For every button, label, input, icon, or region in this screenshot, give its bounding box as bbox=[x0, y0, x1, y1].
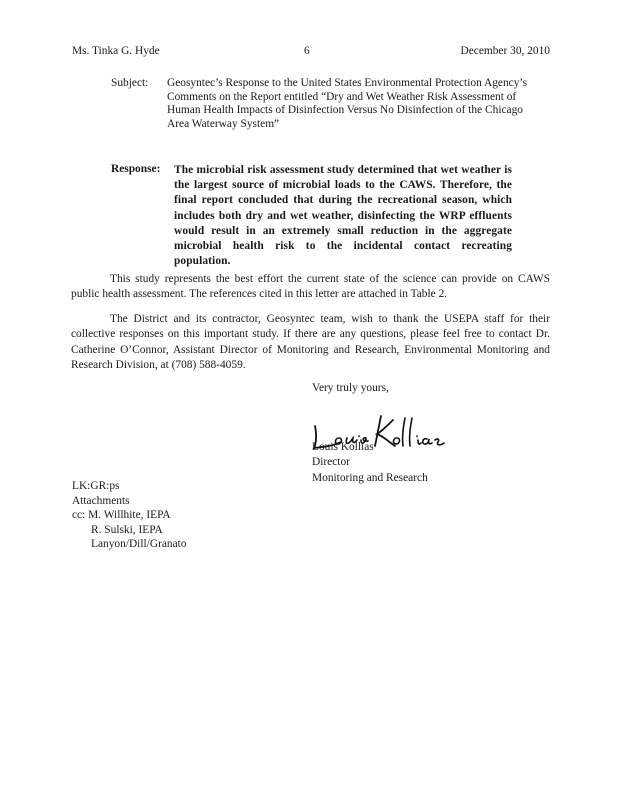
header-recipient: Ms. Tinka G. Hyde bbox=[72, 45, 160, 57]
signer-department: Monitoring and Research bbox=[312, 471, 428, 484]
body-paragraph: This study represents the best effort the current state of the science can provide on CAWS public health assessment. The references cited in this letter are attached in Table 2. bbox=[71, 273, 550, 301]
body-paragraph: The District and its contractor, Geosyntec team, wish to thank the USEPA staff for their collective responses on this important study. If there are any questions, please feel free to contact Dr. Catherine O’Connor, Assistant Director of Monitoring and Research, Environmental Monitoring and Research Division, at (708) 588-4059. bbox=[71, 313, 550, 372]
cc-label: cc: bbox=[72, 509, 86, 522]
response-label: Response: bbox=[111, 163, 161, 175]
cc-recipient: Lanyon/Dill/Granato bbox=[91, 538, 187, 551]
signer-name: Louis Kollias bbox=[312, 441, 374, 453]
header-date: December 30, 2010 bbox=[460, 45, 550, 57]
page-header bbox=[72, 45, 550, 61]
signer-title: Director bbox=[312, 456, 350, 469]
signature-block bbox=[312, 440, 428, 486]
subject-label: Subject: bbox=[111, 77, 149, 89]
cc-line bbox=[72, 508, 187, 523]
subject-text: Geosyntec’s Response to the United States Environmental Protection Agency’s Comments on the Report entitled “Dry and Wet Weather Risk Assessment of Human Health Impacts of Disinfection Versus No Disinfection of the Chicago Area Waterway System” bbox=[167, 77, 528, 130]
attachments-note: Attachments bbox=[72, 494, 130, 507]
initials: LK:GR:ps bbox=[72, 480, 120, 492]
cc-recipient: R. Sulski, IEPA bbox=[91, 523, 163, 536]
cc-recipient: M. Willhite, IEPA bbox=[88, 509, 171, 522]
letter-footer bbox=[72, 479, 187, 552]
closing-salutation: Very truly yours, bbox=[312, 382, 389, 394]
response-text: The microbial risk assessment study determined that wet weather is the largest source of microbial loads to the CAWS. Therefore, the final report concluded that during the recreational season, which includes both dry and wet weather, disinfecting the WRP effluents would result in an extremely small reduction in the aggregate microbial health risk to the incidental contact recreating population. bbox=[174, 164, 512, 268]
header-page-number: 6 bbox=[304, 45, 310, 57]
